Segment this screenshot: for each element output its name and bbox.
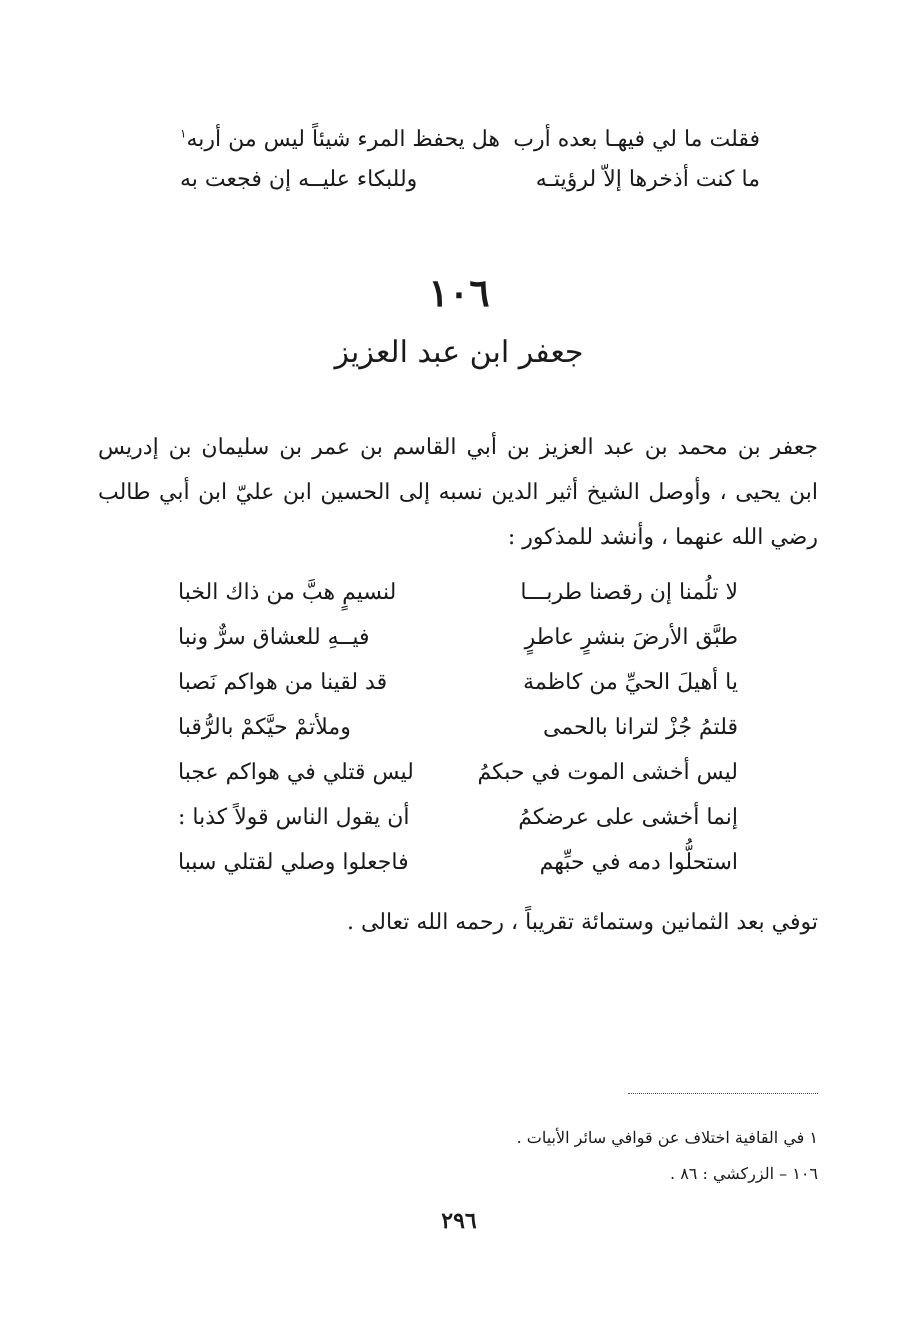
verse-second-hemistich [180,120,500,160]
verse [178,795,738,840]
verse [178,615,738,660]
biography-line: ابن يحيى ، وأوصل الشيخ أثير الدين نسبه إلى الحسين ابن عليّ ابن أبي طالب [98,480,818,505]
footnote-marker: ١ [180,126,187,141]
verse [178,570,738,615]
verse-first-hemistich: استحلُّوا دمه في حبِّهم [539,850,738,875]
footnote: ١٠٦ – الزركشي : ٨٦ . [670,1164,818,1183]
verse-first-hemistich: طبَّق الأرضَ بنشرٍ عاطرٍ [524,625,738,650]
verse-first-hemistich: ما كنت أذخرها إلاّ لرؤيتـه [535,167,760,192]
continued-poem [180,120,760,200]
verse-second-hemistich: لنسيمٍ هبَّ من ذاك الخبا [178,580,397,605]
footnote-divider [628,1093,818,1094]
page-number: ٢٩٦ [441,1208,477,1234]
verse-first-hemistich: يا أهيلَ الحيِّ من كاظمة [523,670,738,695]
biography-line: جعفر بن محمد بن عبد العزيز بن أبي القاسم بن عمر بن سليمان بن إدريس [98,435,818,460]
verse [178,705,738,750]
verse-second-hemistich: قد لقينا من هواكم نَصبا [178,670,388,695]
verse-second-hemistich: ليس قتلي في هواكم عجبا [178,760,414,785]
verse-second-hemistich: وملأتمْ حيَّكمْ بالرُّقبا [178,715,351,740]
verse-first-hemistich: لا تلُمنا إن رقصنا طربـــا [520,580,738,605]
biography-line: رضي الله عنهما ، وأنشد للمذكور : [507,525,818,550]
biography-paragraph [98,425,818,560]
verse-second-text: هل يحفظ المرء شيئاً ليس من أربه [186,127,501,152]
verse-second-hemistich: أن يقول الناس قولاً كذبا : [178,805,410,830]
verse [180,120,760,160]
entry-title: جعفر ابن عبد العزيز [334,335,584,370]
verse [180,160,760,200]
verse-first-hemistich: فقلت ما لي فيهـا بعده أرب [513,127,760,152]
verse-second-hemistich: فيــهِ للعشاق سرٌّ ونبا [178,625,370,650]
verse-first-hemistich: إنما أخشى على عرضكمُ [518,805,738,830]
poem [178,570,738,885]
verse [178,660,738,705]
footnote: ١ في القافية اختلاف عن قوافي سائر الأبيات . [516,1128,818,1147]
closing-line: توفي بعد الثمانين وستمائة تقريباً ، رحمه الله تعالى . [346,910,818,935]
footnotes [517,1120,818,1192]
entry-number: ١٠٦ [428,270,490,315]
verse [178,840,738,885]
verse-first-hemistich: ليس أخشى الموت في حبكمُ [477,760,738,785]
verse-second-hemistich: فاجعلوا وصلي لقتلي سببا [178,850,409,875]
verse [178,750,738,795]
verse-second-hemistich: وللبكاء عليــه إن فجعت به [180,167,418,192]
verse-first-hemistich: قلتمُ جُزْ لترانا بالحمى [542,715,738,740]
